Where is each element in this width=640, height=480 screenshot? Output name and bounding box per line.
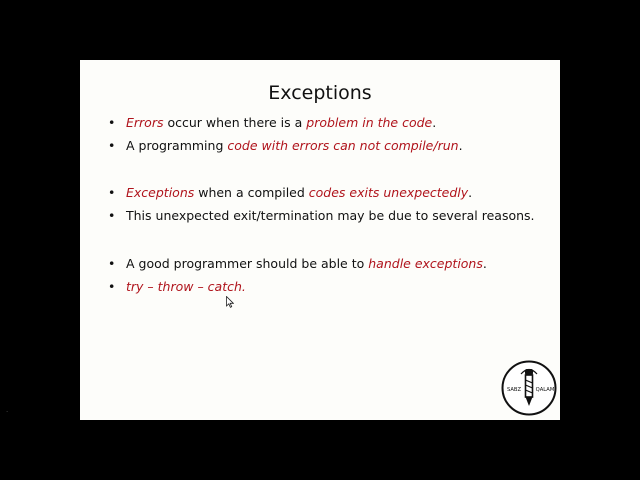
bullet-text-part: problem in the code (306, 115, 433, 130)
bullet-icon: • (108, 279, 116, 294)
bullet-text-part: . (468, 185, 473, 200)
edge-glyph: · (6, 408, 9, 416)
bullet-text-part: handle exceptions (368, 256, 483, 271)
bullet-text-part: occur when there is a (163, 115, 307, 130)
bullet-text-part: . (482, 256, 487, 271)
bullet-icon: • (108, 256, 116, 271)
bullet-item (108, 185, 472, 201)
bullet-item (108, 138, 463, 154)
bullet-icon: • (108, 138, 116, 153)
logo-right-text: QALAM (535, 387, 555, 393)
logo-left-text: SABZ (506, 387, 522, 393)
mouse-pointer-icon (226, 296, 234, 308)
bullet-icon: • (108, 115, 116, 130)
bullet-item (108, 279, 246, 295)
sabz-qalam-logo (501, 360, 557, 416)
bullet-text-part: This unexpected exit/termination may be due to several reasons. (126, 208, 535, 223)
bullet-text-part: . (432, 115, 437, 130)
bullet-text-part: code with errors can not compile/run (227, 138, 459, 153)
bullet-text-part: Exceptions (126, 185, 195, 200)
bullet-text-part: when a compiled (194, 185, 309, 200)
presentation-slide (80, 60, 560, 420)
bullet-text-part: Errors (126, 115, 164, 130)
slide-title: Exceptions (268, 82, 372, 104)
bullet-text-part: A good programmer should be able to (126, 256, 369, 271)
bullet-text-part: A programming (126, 138, 228, 153)
bullet-text-part: codes exits unexpectedly (308, 185, 469, 200)
bullet-icon: • (108, 185, 116, 200)
bullet-item (108, 256, 487, 272)
bullet-icon: • (108, 208, 116, 223)
bullet-item (108, 115, 436, 131)
bullet-item (108, 208, 535, 224)
bullet-text-part: try – throw – catch. (126, 279, 246, 294)
bullet-text-part: . (458, 138, 463, 153)
